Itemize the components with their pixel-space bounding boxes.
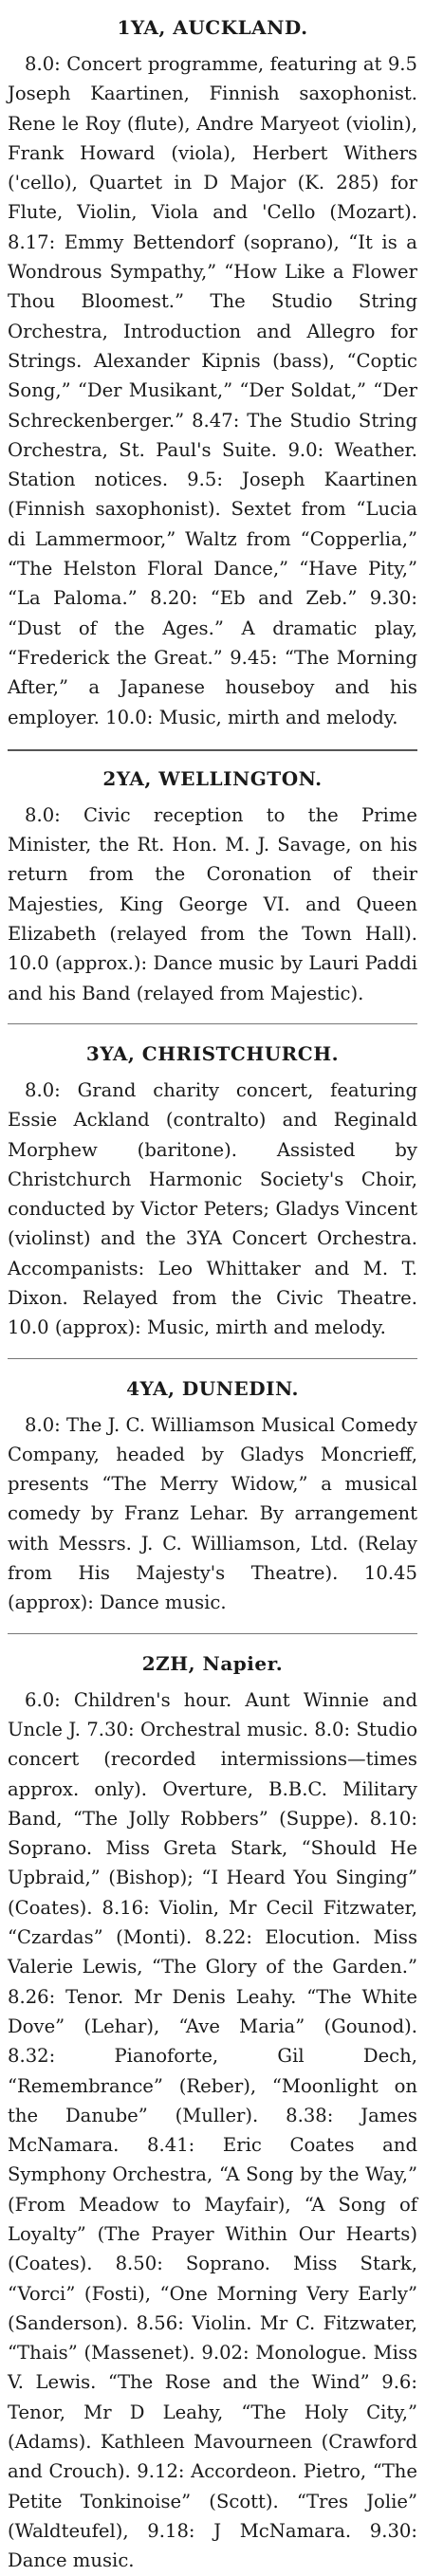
station-heading: 2YA, WELLINGTON. bbox=[102, 766, 323, 790]
section-3ya-christchurch bbox=[8, 1040, 417, 1343]
section-2zh-napier bbox=[8, 1649, 417, 2576]
section-4ya-dunedin bbox=[8, 1374, 417, 1618]
section-divider bbox=[8, 1358, 417, 1359]
station-heading: 4YA, DUNEDIN. bbox=[126, 1376, 299, 1400]
station-heading: 1YA, AUCKLAND. bbox=[117, 16, 308, 39]
station-heading: 3YA, CHRISTCHURCH. bbox=[85, 1041, 340, 1065]
section-divider bbox=[8, 749, 417, 751]
section-divider bbox=[8, 1633, 417, 1634]
programme-text: 8.0: The J. C. Williamson Musical Comedy Company, headed by Gladys Moncrieff, presents “The Merry Widow,” a musical comedy by Franz Lehar. By arrangement with Messrs. J. C. Williamson, Ltd. (Relay from His Majesty's Theatre). 10.45 (approx): Dance music. bbox=[8, 1413, 417, 1614]
programme-text: 8.0: Civic reception to the Prime Minister, the Rt. Hon. M. J. Savage, on his return from the Coronation of their Majesties, King George VI. and Queen Elizabeth (relayed from the Town Hall). 10.0 (approx.): Dance music by Lauri Paddi and his Band (relayed from Majestic). bbox=[8, 803, 417, 1004]
section-2ya-wellington bbox=[8, 764, 417, 1008]
section-1ya-auckland bbox=[8, 13, 417, 732]
section-divider bbox=[8, 1023, 417, 1024]
programme-text: 6.0: Children's hour. Aunt Winnie and Uncle J. 7.30: Orchestral music. 8.0: Studio concert (recorded intermissions—times approx. only). Overture, B.B.C. Military Band, “The Jolly Robbers” (Suppe). 8.10: Soprano. Miss Greta Stark, “Should He Upbraid,” (Bishop); “I Heard You Singing” (Coates). 8.16: Violin, Mr Cecil Fitzwater, “Czardas” (Monti). 8.22: Elocution. Miss Valerie Lewis, “The Glory of the Garden.” 8.26: Tenor. Mr Denis Leahy. “The White Dove” (Lehar), “Ave Maria” (Gounod). 8.32: Pianoforte, Gil Dech, “Remembrance” (Reber), “Moonlight on the Danube” (Muller). 8.38: James McNamara. 8.41: Eric Coates and Symphony Orchestra, “A Song by the Way,” (From Meadow to Mayfair), “A Song of Loyalty” (The Prayer Within Our Hearts) (Coates). 8.50: Soprano. Miss Stark, “Vorci” (Fosti), “One Morning Very Early” (Sanderson). 8.56: Violin. Mr C. Fitzwater, “Thais” (Massenet). 9.02: Monologue. Miss V. Lewis. “The Rose and the Wind” 9.6: Tenor, Mr D Leahy, “The Holy City,” (Adams). Kathleen Mavourneen (Crawford and Crouch). 9.12: Accordeon. Pietro, “The Petite Tonkinoise” (Scott). “Tres Jolie” (Waldteufel), 9.18: J McNamara. 9.30: Dance music. bbox=[8, 1688, 417, 2572]
programme-text: 8.0: Grand charity concert, featuring Essie Ackland (contralto) and Reginald Morphew (baritone). Assisted by Christchurch Harmonic Society's Choir, conducted by Victor Peters; Gladys Vincent (violinst) and the 3YA Concert Orchestra. Accompanists: Leo Whittaker and M. T. Dixon. Relayed from the Civic Theatre. 10.0 (approx): Music, mirth and melody. bbox=[8, 1078, 417, 1339]
station-heading: 2ZH, Napier. bbox=[141, 1651, 284, 1675]
programme-text: 8.0: Concert programme, featuring at 9.5 Joseph Kaartinen, Finnish saxophonist. Rene le Roy (flute), Andre Maryeot (violin), Frank Howard (viola), Herbert Withers ('cello), Quartet in D Major (K. 285) for Flute, Violin, Viola and 'Cello (Mozart). 8.17: Emmy Bettendorf (soprano), “It is a Wondrous Sympathy,” “How Like a Flower Thou Bloomest.” The Studio String Orchestra, Introduction and Allegro for Strings. Alexander Kipnis (bass), “Coptic Song,” “Der Musikant,” “Der Soldat,” “Der Schreckenberger.” 8.47: The Studio String Orchestra, St. Paul's Suite. 9.0: Weather. Station notices. 9.5: Joseph Kaartinen (Finnish saxophonist). Sextet from “Lucia di Lammermoor,” Waltz from “Copperlia,” “The Helston Floral Dance,” “Have Pity,” “La Paloma.” 8.20: “Eb and Zeb.” 9.30: “Dust of the Ages.” A dramatic play, “Frederick the Great.” 9.45: “The Morning After,” a Japanese houseboy and his employer. 10.0: Music, mirth and melody. bbox=[8, 53, 417, 728]
